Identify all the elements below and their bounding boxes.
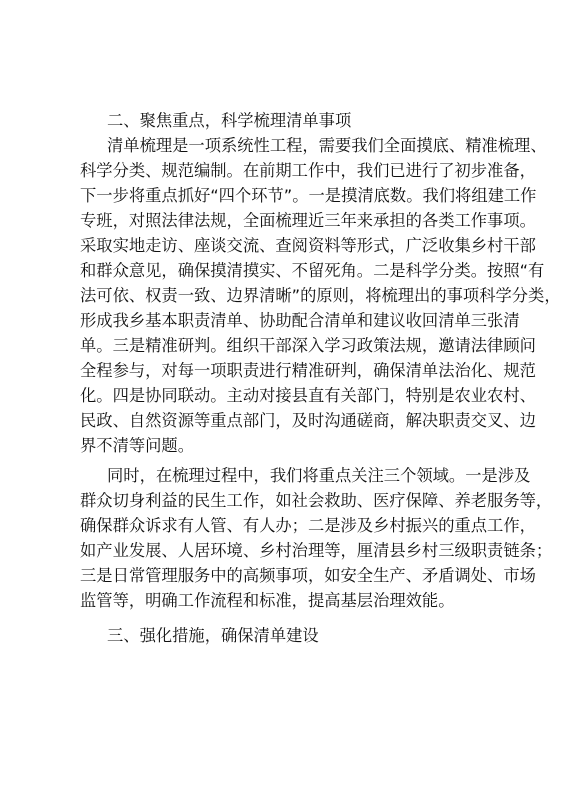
paragraph-1-line-10: 全程参与，对每一项职责进行精准研判，确保清单法治化、规范: [80, 361, 536, 380]
paragraph-1-line-4: 专班，对照法律法规，全面梳理近三年来承担的各类工作事项。: [80, 211, 536, 230]
paragraph-1-line-12: 民政、自然资源等重点部门，及时沟通磋商，解决职责交叉、边: [80, 411, 536, 430]
paragraph-2-line-1: 同时，在梳理过程中，我们将重点关注三个领域。一是涉及: [107, 466, 531, 485]
paragraph-1-line-9: 单。三是精准研判。组织干部深入学习政策法规，邀请法律顾问: [80, 336, 536, 355]
paragraph-2-line-5: 三是日常管理服务中的高频事项，如安全生产、矛盾调处、市场: [80, 566, 536, 585]
paragraph-1-line-6: 和群众意见，确保摸清摸实、不留死角。二是科学分类。按照“有: [80, 261, 545, 280]
paragraph-1-line-1: 清单梳理是一项系统性工程，需要我们全面摸底、精准梳理、: [107, 136, 547, 155]
paragraph-1-line-5: 采取实地走访、座谈交流、查阅资料等形式，广泛收集乡村干部: [80, 236, 536, 255]
paragraph-1-line-2: 科学分类、规范编制。在前期工作中，我们已进行了初步准备，: [80, 161, 536, 180]
paragraph-1-line-7: 法可依、权责一致、边界清晰”的原则，将梳理出的事项科学分类，: [80, 286, 561, 305]
paragraph-2-line-3: 确保群众诉求有人管、有人办；二是涉及乡村振兴的重点工作，: [80, 516, 536, 535]
paragraph-2-line-2: 群众切身利益的民生工作，如社会救助、医疗保障、养老服务等，: [80, 491, 553, 510]
paragraph-1-line-13: 界不清等问题。: [80, 436, 194, 455]
paragraph-1-line-11: 化。四是协同联动。主动对接县直有关部门，特别是农业农村、: [80, 386, 536, 405]
section-heading-3: 三、强化措施，确保清单建设: [107, 626, 319, 645]
paragraph-1-line-8: 形成我乡基本职责清单、协助配合清单和建议收回清单三张清: [80, 311, 520, 330]
paragraph-2-line-6: 监管等，明确工作流程和标准，提高基层治理效能。: [80, 591, 455, 610]
paragraph-2-line-4: 如产业发展、人居环境、乡村治理等，厘清县乡村三级职责链条；: [80, 541, 553, 560]
paragraph-1-line-3: 下一步将重点抓好“四个环节”。一是摸清底数。我们将组建工作: [80, 186, 537, 205]
section-heading-2: 二、聚焦重点，科学梳理清单事项: [107, 111, 352, 130]
